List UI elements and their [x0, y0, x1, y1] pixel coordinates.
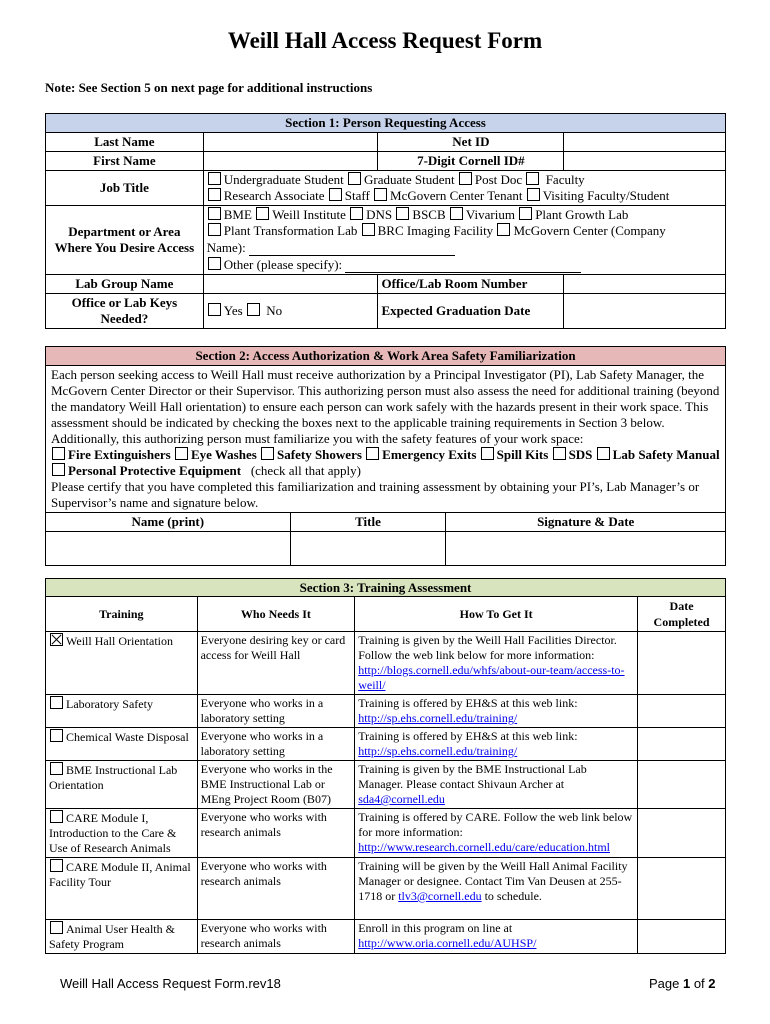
office-room-field[interactable] [564, 275, 726, 294]
how-text: Training is given by the BME Instructional Lab Manager. Please contact Shivaun Archer at [358, 762, 587, 791]
page-number [649, 976, 716, 991]
first-name-label: First Name [46, 152, 204, 171]
keys-needed-label: Office or Lab Keys Needed? [46, 294, 204, 329]
col-training: Training [46, 597, 198, 632]
section-2-table [45, 346, 726, 566]
dept-option-label: BSCB [412, 207, 446, 222]
training-row [46, 632, 726, 695]
training-name: Laboratory Safety [66, 697, 153, 711]
training-cell [46, 920, 198, 954]
who-cell: Everyone desiring key or card access for Weill Hall [197, 632, 355, 695]
page-total: 2 [708, 976, 716, 991]
how-cell [355, 632, 638, 695]
check-all-note: (check all that apply) [250, 463, 361, 478]
keys-no-label: No [266, 303, 283, 318]
training-checkbox[interactable] [50, 921, 63, 934]
job-option-label: Graduate Student [364, 172, 455, 187]
how-text: Enroll in this program on line at [358, 921, 513, 935]
training-checkbox[interactable] [50, 810, 63, 823]
col-date-completed: Date Completed [638, 597, 726, 632]
who-cell: Everyone who works in the BME Instructional Lab or MEng Project Room (B07) [197, 761, 355, 809]
training-checkbox[interactable] [50, 859, 63, 872]
feature-label: Emergency Exits [382, 447, 477, 462]
cornell-id-label: 7-Digit Cornell ID# [378, 152, 564, 171]
date-completed-field[interactable] [638, 858, 726, 920]
training-checkbox[interactable] [50, 729, 63, 742]
dept-option-label: BRC Imaging Facility [377, 223, 494, 238]
section-3-heading: Section 3: Training Assessment [46, 579, 726, 597]
eye-washes-checkbox[interactable] [175, 447, 188, 460]
job-research-assoc-checkbox[interactable] [208, 188, 221, 201]
keys-options [203, 294, 378, 329]
job-undergrad-checkbox[interactable] [208, 172, 221, 185]
dept-mcgovern-checkbox[interactable] [497, 223, 510, 236]
job-visiting-checkbox[interactable] [527, 188, 540, 201]
how-cell [355, 920, 638, 954]
dept-other-label: Other (please specify): [223, 257, 343, 272]
signer-name-field[interactable] [46, 532, 291, 566]
dept-plant-transformation-checkbox[interactable] [208, 223, 221, 236]
dept-option-label: Vivarium [465, 207, 515, 222]
lab-group-field[interactable] [203, 275, 378, 294]
safety-showers-checkbox[interactable] [261, 447, 274, 460]
job-staff-checkbox[interactable] [329, 188, 342, 201]
col-who-needs-it: Who Needs It [197, 597, 355, 632]
training-link[interactable]: http://www.oria.cornell.edu/AUHSP/ [358, 936, 537, 950]
training-cell [46, 695, 198, 728]
training-name: Weill Hall Orientation [66, 634, 174, 648]
training-name: CARE Module I, Introduction to the Care & Use of Research Animals [49, 811, 177, 855]
dept-dns-checkbox[interactable] [350, 207, 363, 220]
dept-plant-growth-checkbox[interactable] [519, 207, 532, 220]
company-name-field[interactable] [249, 239, 455, 256]
grad-date-field[interactable] [564, 294, 726, 329]
date-completed-field[interactable] [638, 809, 726, 858]
job-option-label: McGovern Center Tenant [390, 188, 523, 203]
training-row [46, 920, 726, 954]
job-postdoc-checkbox[interactable] [459, 172, 472, 185]
who-cell: Everyone who works in a laboratory setting [197, 695, 355, 728]
who-cell: Everyone who works in a laboratory setting [197, 728, 355, 761]
note: Note: See Section 5 on next page for additional instructions [45, 80, 373, 95]
date-completed-field[interactable] [638, 632, 726, 695]
how-cell [355, 728, 638, 761]
dept-bme-checkbox[interactable] [208, 207, 221, 220]
training-link[interactable]: http://sp.ehs.cornell.edu/training/ [358, 744, 518, 758]
dept-other-checkbox[interactable] [208, 257, 221, 270]
how-text: Training is offered by EH&S at this web link: [358, 696, 578, 710]
training-checkbox[interactable] [50, 696, 63, 709]
net-id-field[interactable] [564, 133, 726, 152]
keys-no-checkbox[interactable] [247, 303, 260, 316]
training-cell [46, 761, 198, 809]
date-completed-field[interactable] [638, 761, 726, 809]
date-completed-field[interactable] [638, 920, 726, 954]
training-link[interactable]: http://blogs.cornell.edu/whfs/about-our-team/access-to-weill/ [358, 663, 625, 692]
dept-option-label: BME [223, 207, 252, 222]
section-3-table [45, 578, 726, 954]
job-option-label: Faculty [545, 172, 585, 187]
training-checkbox[interactable] [50, 762, 63, 775]
footer-form-revision: Weill Hall Access Request Form.rev18 [60, 976, 281, 991]
feature-label: SDS [568, 447, 593, 462]
section-2-body [46, 366, 726, 513]
training-name: BME Instructional Lab Orientation [49, 763, 178, 792]
last-name-label: Last Name [46, 133, 204, 152]
training-cell [46, 632, 198, 695]
who-cell: Everyone who works with research animals [197, 858, 355, 920]
office-room-label: Office/Lab Room Number [378, 275, 564, 294]
training-link[interactable]: tlv3@cornell.edu [398, 889, 482, 903]
ppe-checkbox[interactable] [52, 463, 65, 476]
date-completed-field[interactable] [638, 728, 726, 761]
page-current: 1 [682, 976, 691, 991]
dept-weill-checkbox[interactable] [256, 207, 269, 220]
certify-paragraph: Please certify that you have completed this familiarization and training assessment by obtaining your PI’s, Lab Manager’s or Supervisor’s name and signature below. [51, 479, 700, 510]
feature-label: Personal Protective Equipment [68, 463, 242, 478]
dept-option-label: McGovern Center (Company [513, 223, 666, 238]
section-1-heading: Section 1: Person Requesting Access [46, 114, 726, 133]
date-completed-field[interactable] [638, 695, 726, 728]
cornell-id-field[interactable] [564, 152, 726, 171]
sds-checkbox[interactable] [553, 447, 566, 460]
job-option-label: Research Associate [223, 188, 325, 203]
col-name-print: Name (print) [46, 513, 291, 532]
keys-yes-label: Yes [223, 303, 243, 318]
last-name-field[interactable] [203, 133, 378, 152]
col-title: Title [290, 513, 446, 532]
department-label: Department or Area Where You Desire Access [46, 206, 204, 275]
dept-option-label: Plant Transformation Lab [223, 223, 358, 238]
training-cell [46, 728, 198, 761]
who-cell: Everyone who works with research animals [197, 920, 355, 954]
job-grad-checkbox[interactable] [348, 172, 361, 185]
training-row [46, 695, 726, 728]
how-after-text: to schedule. [481, 889, 542, 903]
how-cell [355, 858, 638, 920]
training-row [46, 809, 726, 858]
dept-option-label: Weill Institute [272, 207, 346, 222]
form-title: Weill Hall Access Request Form [227, 28, 543, 53]
training-row [46, 858, 726, 920]
training-link[interactable]: http://sp.ehs.cornell.edu/training/ [358, 711, 518, 725]
keys-yes-checkbox[interactable] [208, 303, 221, 316]
how-cell [355, 809, 638, 858]
emergency-exits-checkbox[interactable] [366, 447, 379, 460]
section-1-table [45, 113, 726, 329]
dept-brc-checkbox[interactable] [362, 223, 375, 236]
feature-label: Spill Kits [496, 447, 549, 462]
signer-title-field[interactable] [290, 532, 446, 566]
page-of: of [690, 976, 709, 991]
fire-extinguishers-checkbox[interactable] [52, 447, 65, 460]
job-option-label: Post Doc [474, 172, 523, 187]
col-signature-date: Signature & Date [446, 513, 726, 532]
training-checkbox[interactable] [50, 633, 63, 646]
dept-option-label: Plant Growth Lab [535, 207, 629, 222]
how-cell [355, 695, 638, 728]
how-text: Training is given by the Weill Hall Facilities Director. Follow the web link below for more information: [358, 633, 617, 662]
net-id-label: Net ID [378, 133, 564, 152]
page-prefix: Page [649, 976, 683, 991]
training-name: Animal User Health & Safety Program [49, 922, 175, 951]
dept-option-label: DNS [366, 207, 393, 222]
who-cell: Everyone who works with research animals [197, 809, 355, 858]
training-name: Chemical Waste Disposal [66, 730, 189, 744]
job-option-label: Undergraduate Student [223, 172, 344, 187]
lab-safety-manual-checkbox[interactable] [597, 447, 610, 460]
training-row [46, 761, 726, 809]
how-text: Training is offered by EH&S at this web link: [358, 729, 578, 743]
how-cell [355, 761, 638, 809]
spill-kits-checkbox[interactable] [481, 447, 494, 460]
first-name-field[interactable] [203, 152, 378, 171]
company-name-label: Name): [206, 240, 246, 255]
section-2-heading: Section 2: Access Authorization & Work Area Safety Familiarization [46, 347, 726, 366]
signature-field[interactable] [446, 532, 726, 566]
job-title-options [203, 171, 725, 206]
dept-vivarium-checkbox[interactable] [450, 207, 463, 220]
dept-bscb-checkbox[interactable] [396, 207, 409, 220]
training-cell [46, 809, 198, 858]
how-text: Training will be given by the Weill Hall Animal Facility Manager or designee. Contact Tim Van Deusen at 255-1718 or [358, 859, 628, 903]
dept-other-field[interactable] [345, 256, 581, 273]
job-mcgovern-checkbox[interactable] [374, 188, 387, 201]
feature-label: Lab Safety Manual [612, 447, 720, 462]
job-option-label: Visiting Faculty/Student [542, 188, 670, 203]
training-name: CARE Module II, Animal Facility Tour [49, 860, 191, 889]
job-faculty-checkbox[interactable] [526, 172, 539, 185]
training-link[interactable]: http://www.research.cornell.edu/care/education.html [358, 840, 610, 854]
authorization-paragraph: Each person seeking access to Weill Hall must receive authorization by a Principal Investigator (PI), Lab Safety Manager, the McGovern Center Director or their Supervisor. This authorizing person must also assess the need for additional training (beyond the mandatory Weill Hall orientation) to ensure each person can work safely with the hazards present in their work space. This assessment should be indicated by checking the boxes next to the applicable training requirements in Section 3 below. Additionally, this authorizing person must familiarize you with the safety features of your work space: [51, 367, 720, 446]
training-row [46, 728, 726, 761]
lab-group-label: Lab Group Name [46, 275, 204, 294]
job-option-label: Staff [344, 188, 370, 203]
how-text: Training is offered by CARE. Follow the web link below for more information: [358, 810, 633, 839]
col-how-to-get-it: How To Get It [355, 597, 638, 632]
department-options [203, 206, 725, 275]
feature-label: Safety Showers [277, 447, 362, 462]
feature-label: Eye Washes [190, 447, 257, 462]
feature-label: Fire Extinguishers [68, 447, 171, 462]
grad-date-label: Expected Graduation Date [378, 294, 564, 329]
training-cell [46, 858, 198, 920]
job-title-label: Job Title [46, 171, 204, 206]
training-link[interactable]: sda4@cornell.edu [358, 792, 445, 806]
